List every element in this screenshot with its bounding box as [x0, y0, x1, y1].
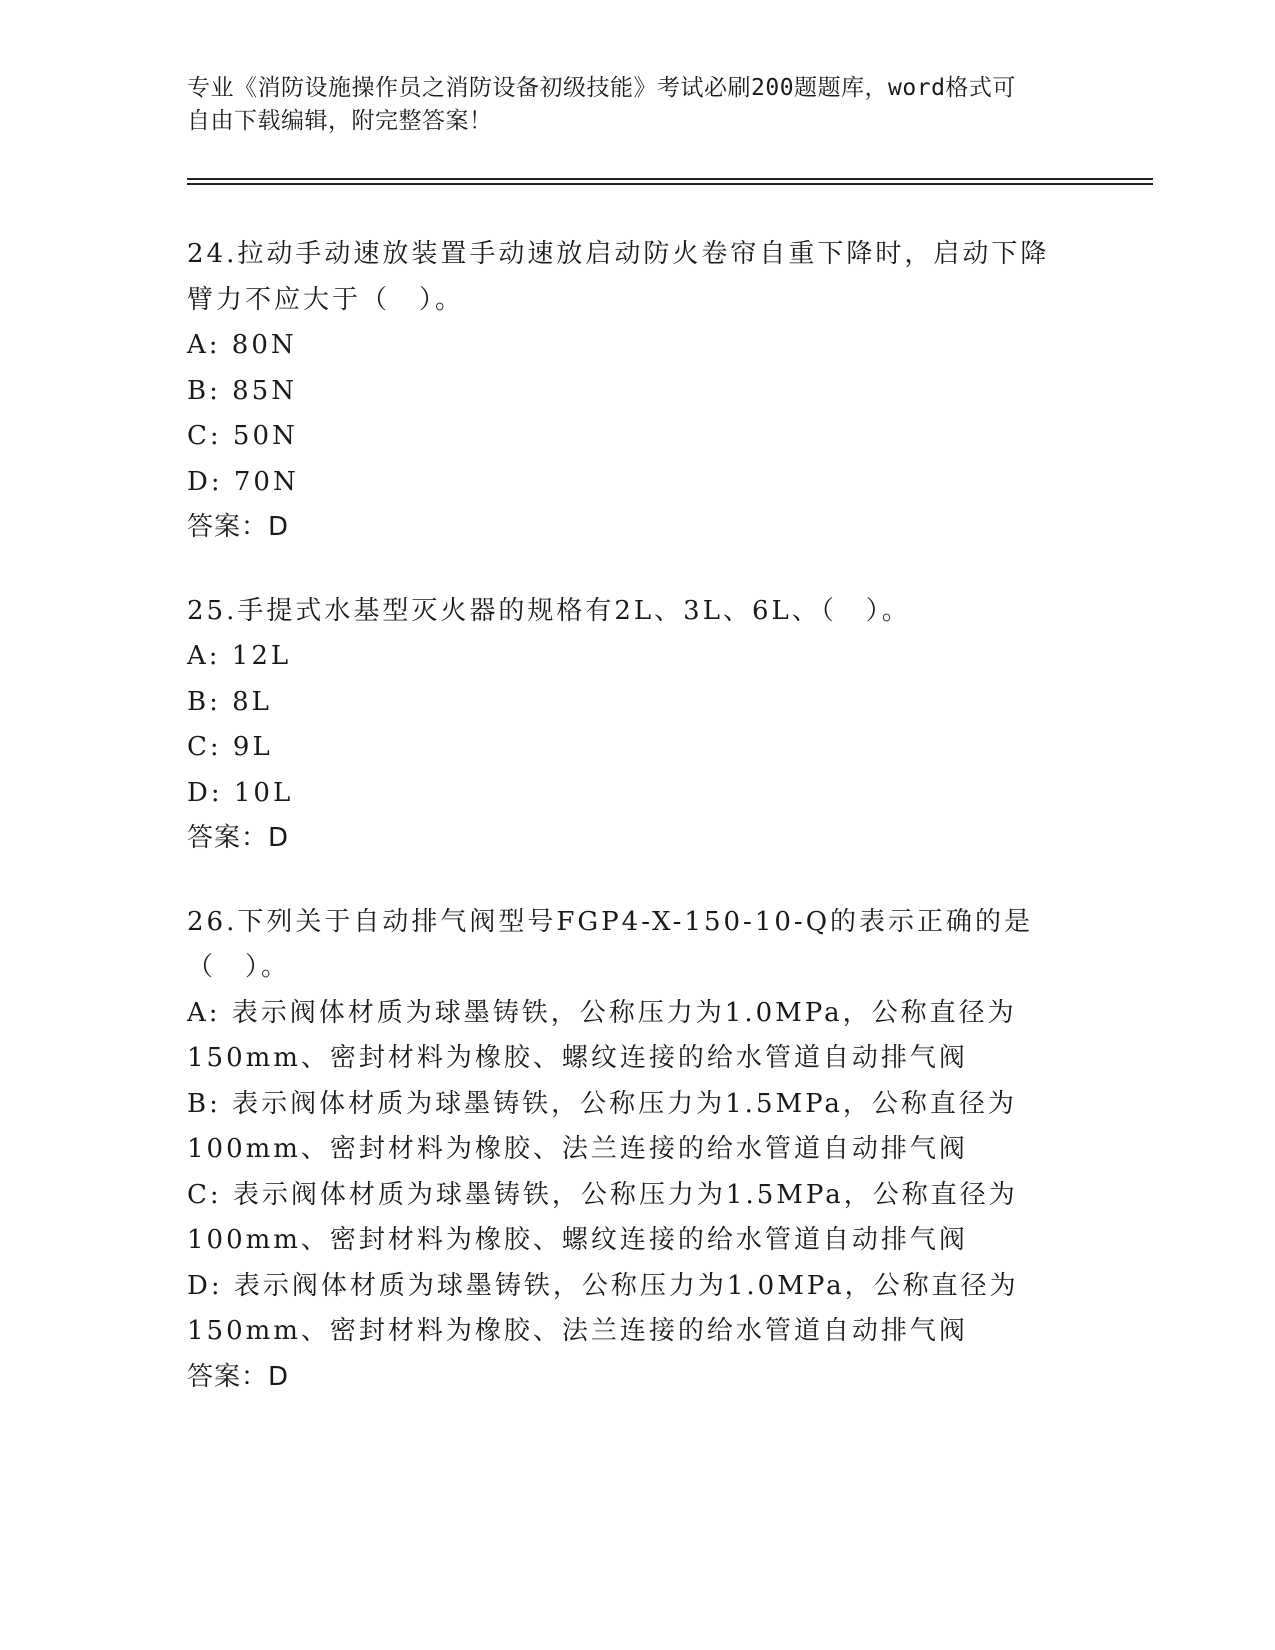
- option-b: B: 8L: [187, 686, 272, 717]
- option-a: A: 12L: [187, 641, 292, 671]
- option-c: C: 50N: [187, 421, 298, 451]
- question-25: [187, 589, 1087, 862]
- answer-label: 答案：D: [187, 512, 290, 542]
- question-list: [187, 232, 1087, 1438]
- question-stem: 25.手提式水基型灭火器的规格有2L、3L、6L、（ ）。: [187, 595, 911, 626]
- option-d: D: 10L: [187, 777, 294, 808]
- answer-label: 答案：D: [187, 823, 290, 853]
- question-24: [187, 232, 1087, 551]
- header-line-1: 专业《消防设施操作员之消防设备初级技能》考试必刷200题题库，word格式可: [187, 75, 1016, 101]
- option-b: B: 85N: [187, 375, 297, 406]
- question-stem: 26.下列关于自动排气阀型号FGP4-X-150-10-Q的表示正确的是（ ）。: [187, 906, 1034, 982]
- option-c: C: 9L: [187, 732, 273, 762]
- option-d: D: 70N: [187, 466, 299, 497]
- option-b: B: 表示阀体材质为球墨铸铁，公称压力为1.5MPa，公称直径为100mm、密封材料为橡胶、法兰连接的给水管道自动排气阀: [187, 1088, 1017, 1164]
- header-divider-top: [187, 178, 1153, 180]
- option-c: C: 表示阀体材质为球墨铸铁，公称压力为1.5MPa，公称直径为100mm、密封材料为橡胶、螺纹连接的给水管道自动排气阀: [187, 1179, 1018, 1255]
- document-header: [187, 72, 1067, 138]
- option-a: A: 表示阀体材质为球墨铸铁，公称压力为1.0MPa，公称直径为150mm、密封材料为橡胶、螺纹连接的给水管道自动排气阀: [187, 997, 1017, 1073]
- option-d: D: 表示阀体材质为球墨铸铁，公称压力为1.0MPa，公称直径为150mm、密封材料为橡胶、法兰连接的给水管道自动排气阀: [187, 1270, 1019, 1346]
- question-stem: 24.拉动手动速放装置手动速放启动防火卷帘自重下降时，启动下降臂力不应大于（ ）。: [187, 239, 1050, 315]
- header-divider-bottom: [187, 183, 1153, 185]
- question-26: [187, 900, 1087, 1401]
- header-line-2: 自由下载编辑，附完整答案！: [187, 108, 493, 134]
- option-a: A: 80N: [187, 330, 297, 360]
- answer-label: 答案：D: [187, 1361, 290, 1392]
